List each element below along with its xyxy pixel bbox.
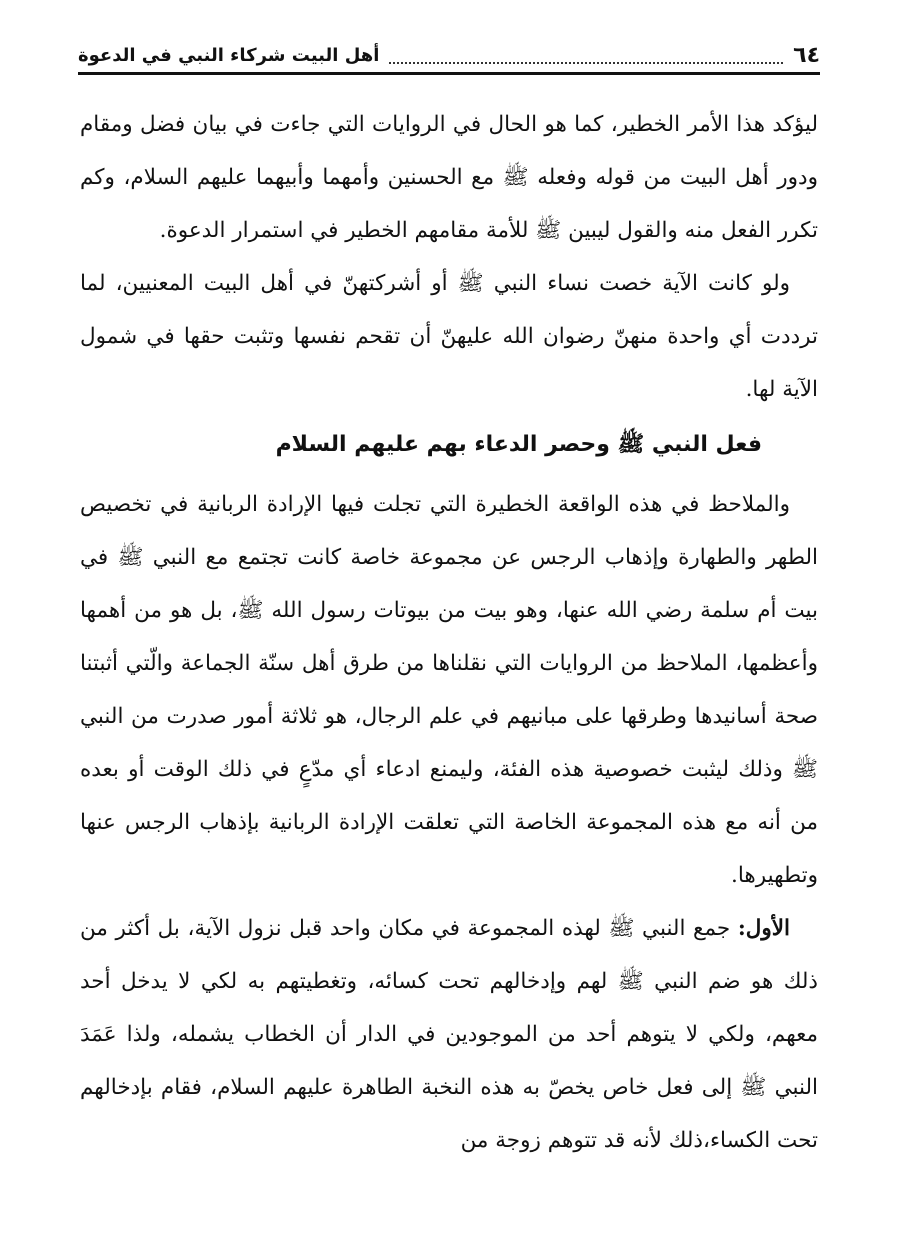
paragraph-3: والملاحظ في هذه الواقعة الخطيرة التي تجلت فيها الإرادة الربانية في تخصيص الطهر والطهارة وإذهاب الرجس عن مجموعة خاصة كانت تجتمع مع النبي ﷺ في بيت أم سلمة رضي الله عنها، وهو بيت من بيوتات رسول الله ﷺ، بل هو من أهمها وأعظمها، الملاحظ من الروايات التي نقلناها من طرق أهل سنّة الجماعة والّتي أثبتنا صحة أسانيدها وطرقها على مبانيهم في علم الرجال، هو ثلاثة أمور صدرت من النبي ﷺ وذلك ليثبت خصوصية هذه الفئة، وليمنع ادعاء أي مدّعٍ في ذلك الوقت أو بعده من أنه مع هذه المجموعة الخاصة التي تعلقت الإرادة الربانية بإذهاب الرجس عنها وتطهيرها. <box>80 492 818 888</box>
paragraph-1: ليؤكد هذا الأمر الخطير، كما هو الحال في الروايات التي جاءت في بيان فضل ومقام ودور أهل البيت من قوله وفعله ﷺ مع الحسنين وأمهما وأبيهما عليهم السلام، وكم تكرر الفعل منه والقول ليبين ﷺ للأمة مقامهم الخطير في استمرار الدعوة. <box>80 112 818 243</box>
running-title: أهل البيت شركاء النبي في الدعوة <box>78 45 380 66</box>
running-header <box>78 36 820 75</box>
paragraph-4 <box>80 902 818 1167</box>
page-number: ٦٤ <box>793 43 820 68</box>
paragraph-4-lead: الأول: <box>737 916 790 941</box>
paragraph-4-text: جمع النبي ﷺ لهذه المجموعة في مكان واحد قبل نزول الآية، بل أكثر من ذلك هو ضم النبي ﷺ لهم وإدخالهم تحت كسائه، وتغطيتهم به لكي لا يدخل أحد معهم، ولكي لا يتوهم أحد من الموجودين في الدار أن الخطاب يشمله، ولذا عَمَدَ النبي ﷺ إلى فعل خاص يخصّ به هذه النخبة الطاهرة عليهم السلام، فقام بإدخالهم تحت الكساء،ذلك لأنه قد تتوهم زوجة من <box>80 916 818 1153</box>
header-dotted-leader <box>389 62 783 64</box>
section-heading: فعل النبي ﷺ وحصر الدعاء بهم عليهم السلام <box>275 432 762 457</box>
paragraph-2: ولو كانت الآية خصت نساء النبي ﷺ أو أشركتهنّ في أهل البيت المعنيين، لما ترددت أي واحدة منهنّ رضوان الله عليهنّ أن تقحم نفسها وتثبت حقها في شمول الآية لها. <box>80 271 818 402</box>
body-text <box>80 98 818 1167</box>
